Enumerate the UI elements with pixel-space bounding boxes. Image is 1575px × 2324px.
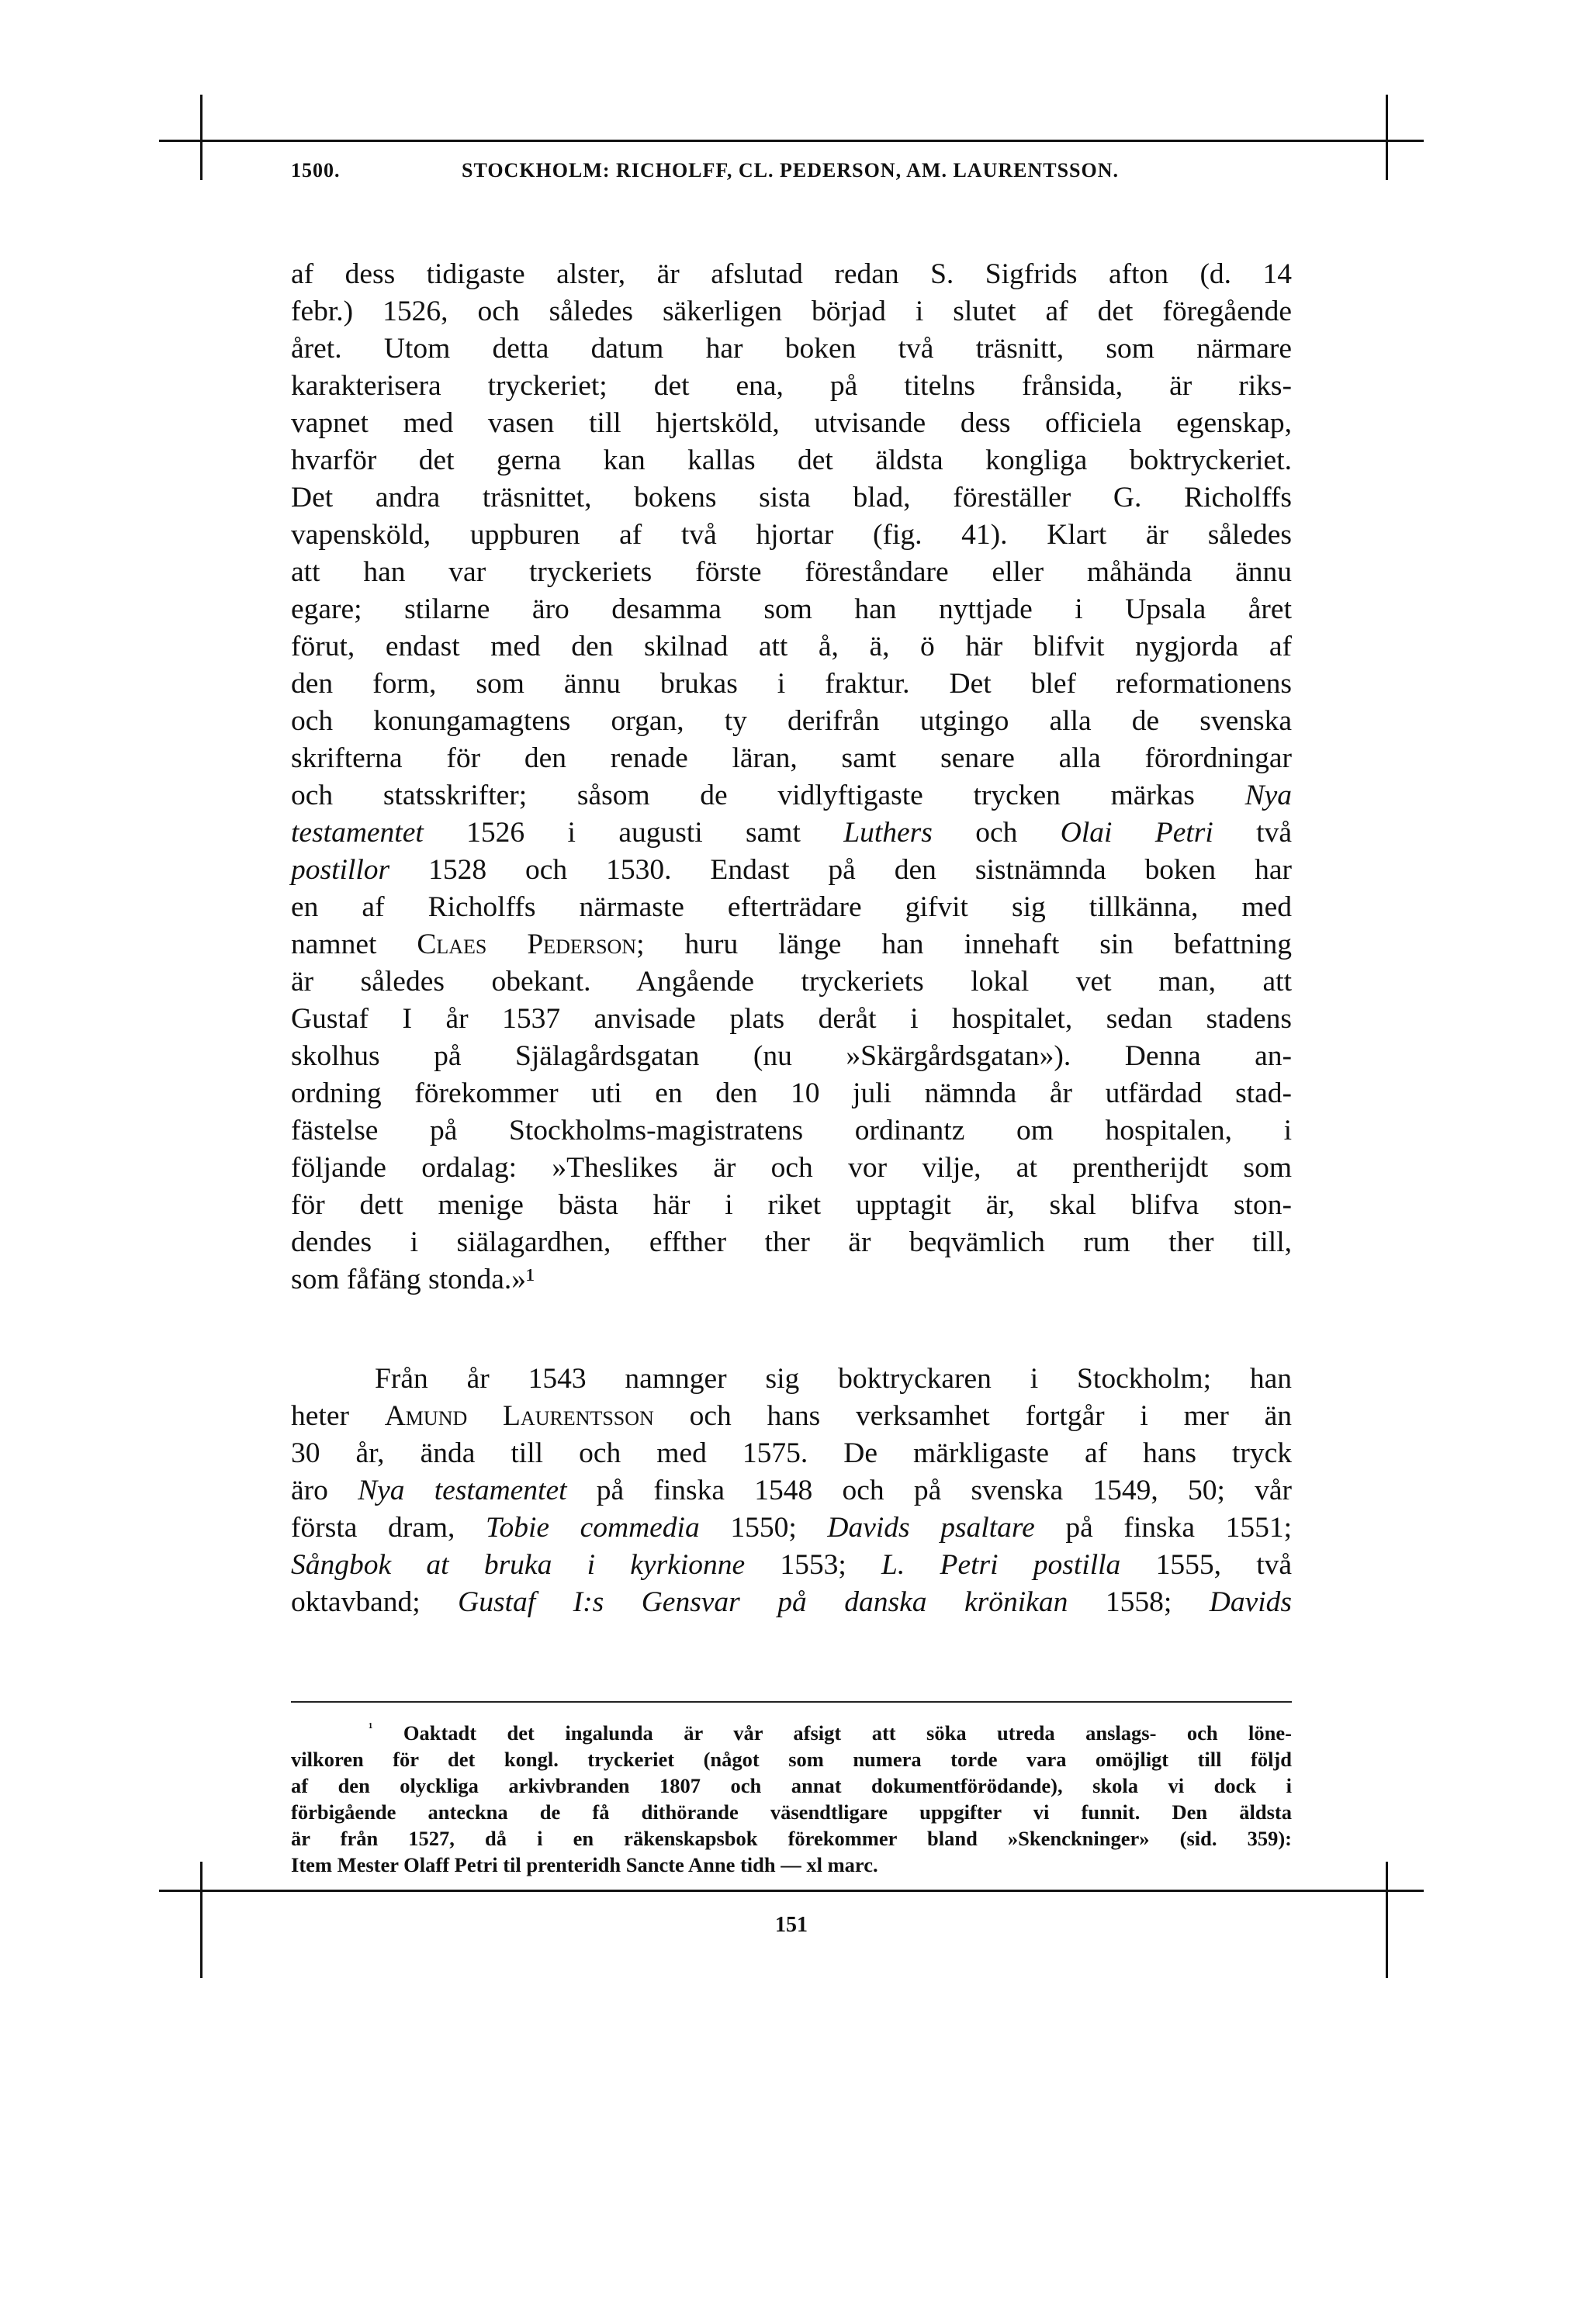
book-title: testamentet — [291, 817, 424, 849]
book-title: Gustaf I:s Gensvar på danska krönikan — [458, 1586, 1068, 1618]
book-title: Sångbok at bruka i kyrkionne — [291, 1549, 746, 1581]
bottom-left-crop-mark — [200, 1862, 202, 1978]
text-line — [291, 1472, 1292, 1510]
text-line: hvarför det gerna kan kallas det äldsta kongliga boktryckeriet. — [291, 444, 1292, 476]
printer-name: Amund Laurentsson — [384, 1400, 654, 1432]
text-line: och konungamagtens organ, ty derifrån utgingo alla de svenska — [291, 705, 1292, 737]
book-title: Davids — [1209, 1586, 1292, 1618]
text-line: att han var tryckeriets förste föreståndare eller måhända ännu — [291, 556, 1292, 588]
text-run: 1528 och 1530. Endast på den sistnämnda boken har — [428, 854, 1292, 886]
author-name: Olai Petri — [1060, 817, 1213, 849]
running-head — [291, 159, 1292, 190]
text-line: skolhus på Själagårdsgatan (nu »Skärgårdsgatan»). Denna an- — [291, 1040, 1292, 1072]
text-line — [291, 814, 1292, 852]
top-right-crop-mark — [1386, 95, 1388, 180]
text-line — [291, 1547, 1292, 1584]
text-line: dendes i siälagardhen, effther ther är beqvämlich rum ther till, — [291, 1226, 1292, 1258]
book-title: Tobie commedia — [486, 1512, 700, 1544]
text-line — [291, 852, 1292, 889]
book-title: postillor — [291, 854, 390, 886]
text-line: vapensköld, uppburen af två hjortar (fig. 41). Klart är således — [291, 519, 1292, 551]
text-run: och hans verksamhet fortgår i mer än — [689, 1400, 1293, 1432]
bottom-frame-rule — [159, 1890, 1424, 1892]
footnote-rule — [291, 1701, 1292, 1703]
text-run: och — [975, 817, 1018, 849]
text-run: 1555, två — [1155, 1549, 1293, 1581]
footnote-line: är från 1527, då i en räkenskapsbok förekommer bland »Skenckninger» (sid. 359): — [291, 1826, 1292, 1850]
text-line: året. Utom detta datum har boken två träsnitt, som närmare — [291, 333, 1292, 365]
text-run: heter — [291, 1400, 349, 1432]
text-run: 1558; — [1105, 1586, 1172, 1618]
book-title: Nya — [1244, 780, 1292, 811]
text-line: som fåfäng stonda.»¹ — [291, 1264, 535, 1295]
text-line — [291, 926, 1292, 963]
footnote-line: vilkoren för det kongl. tryckeriet (något som numera torde vara omöjligt till följd — [291, 1747, 1292, 1771]
footnote-line — [291, 1714, 1292, 1746]
text-line: den form, som ännu brukas i fraktur. Det blef reformationens — [291, 668, 1292, 700]
text-run: namnet — [291, 929, 377, 960]
text-run: 1550; — [730, 1512, 797, 1544]
top-frame-rule — [159, 140, 1424, 142]
text-line: febr.) 1526, och således säkerligen börjad i slutet af det föregående — [291, 296, 1292, 327]
text-line — [291, 777, 1292, 814]
bottom-right-crop-mark — [1386, 1862, 1388, 1978]
paragraph-2 — [291, 1361, 1292, 1621]
author-name: Luthers — [843, 817, 933, 849]
text-line: 30 år, ända till och med 1575. De märkligaste af hans tryck — [291, 1437, 1292, 1469]
text-run: oktavband; — [291, 1586, 421, 1618]
text-run: äro — [291, 1475, 328, 1506]
text-line: är således obekant. Angående tryckeriets lokal vet man, att — [291, 966, 1292, 998]
text-run: på finska 1548 och på svenska 1549, 50; vår — [596, 1475, 1293, 1506]
folio-page-number: 151 — [775, 1913, 808, 1937]
text-run: två — [1256, 817, 1292, 849]
text-run: och statsskrifter; såsom de vidlyftigaste trycken märkas — [291, 780, 1195, 811]
text-run: ; huru länge han innehaft sin befattning — [636, 929, 1293, 960]
text-line: vapnet med vasen till hjertsköld, utvisande dess officiela egenskap, — [291, 407, 1292, 439]
text-line: fästelse på Stockholms-magistratens ordinantz om hospitalen, i — [291, 1115, 1292, 1146]
text-line: förut, endast med den skilnad att å, ä, ö här blifvit nygjorda af — [291, 631, 1292, 662]
text-line: Från år 1543 namnger sig boktryckaren i Stockholm; han — [375, 1363, 1292, 1395]
text-line — [291, 1398, 1292, 1435]
text-line: af dess tidigaste alster, är afslutad redan S. Sigfrids afton (d. 14 — [291, 258, 1292, 290]
footnote — [291, 1714, 1292, 1878]
text-run: på finska 1551; — [1065, 1512, 1293, 1544]
text-line: egare; stilarne äro desamma som han nyttjade i Upsala året — [291, 593, 1292, 625]
text-line: en af Richolffs närmaste efterträdare gifvit sig tillkänna, med — [291, 891, 1292, 923]
text-run: första dram, — [291, 1512, 455, 1544]
text-line: karakterisera tryckeriet; det ena, på titelns frånsida, är riks- — [291, 370, 1292, 402]
footnote-line: Item Mester Olaff Petri til prenteridh Sancte Anne tidh — xl marc. — [291, 1852, 878, 1876]
footnote-marker: ¹ — [369, 1720, 373, 1735]
body-text — [291, 256, 1292, 1621]
book-title: L. Petri postilla — [881, 1549, 1121, 1581]
text-line: Det andra träsnittet, bokens sista blad, föreställer G. Richolffs — [291, 482, 1292, 514]
paragraph-1 — [291, 256, 1292, 1299]
text-line: skrifterna för den renade läran, samt senare alla förordningar — [291, 742, 1292, 774]
text-line: Gustaf I år 1537 anvisade plats deråt i hospitalet, sedan stadens — [291, 1003, 1292, 1035]
text-line: följande ordalag: »Theslikes är och vor vilje, at prentherijdt som — [291, 1152, 1292, 1184]
text-line — [291, 1510, 1292, 1547]
text-run: 1553; — [780, 1549, 846, 1581]
book-title: Davids psaltare — [827, 1512, 1035, 1544]
text-line: för dett menige bästa här i riket upptagit är, skal blifva ston- — [291, 1189, 1292, 1221]
running-head-title: STOCKHOLM: RICHOLFF, CL. PEDERSON, AM. LAURENTSSON. — [462, 159, 1120, 182]
footnote-text: Oaktadt det ingalunda är vår afsigt att söka utreda anslags- och löne- — [403, 1721, 1292, 1745]
text-run: 1526 i augusti samt — [466, 817, 801, 849]
footnote-line: förbigående anteckna de få dithörande väsendtligare uppgifter vi funnit. Den äldsta — [291, 1800, 1292, 1824]
text-line: ordning förekommer uti en den 10 juli nämnda år utfärdad stad- — [291, 1077, 1292, 1109]
book-title: Nya testamentet — [358, 1475, 567, 1506]
top-left-crop-mark — [200, 95, 202, 180]
footnote-line: af den olyckliga arkivbranden 1807 och annat dokumentförödande), skola vi dock i — [291, 1773, 1292, 1797]
printer-name: Claes Pederson — [417, 929, 637, 960]
running-head-page-number: 1500. — [291, 159, 341, 182]
text-line — [291, 1584, 1292, 1621]
